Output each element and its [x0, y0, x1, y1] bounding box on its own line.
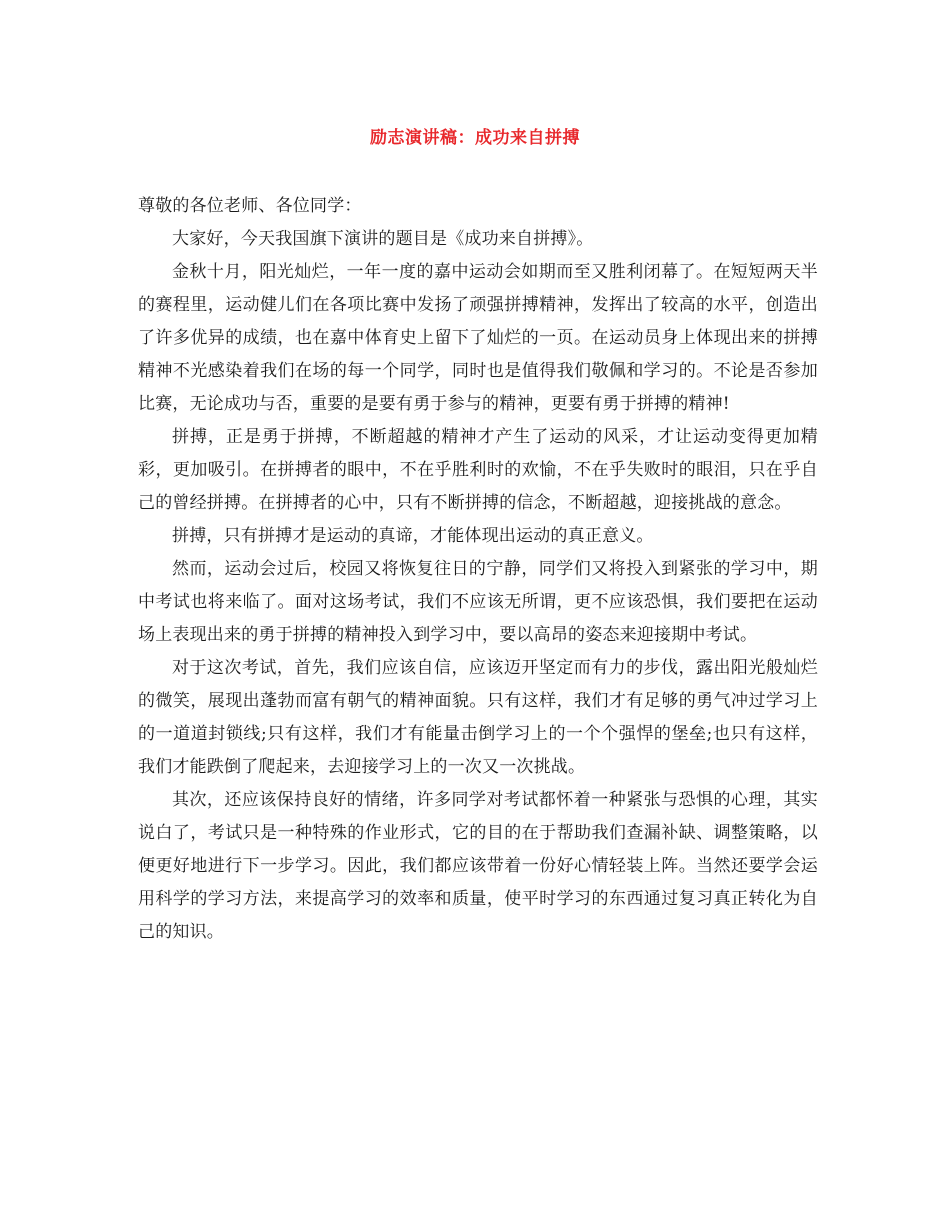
paragraph-midterm: 然而，运动会过后，校园又将恢复往日的宁静，同学们又将投入到紧张的学习中，期中考试也将来临了。面对这场考试，我们不应该无所谓，更不应该恐惧，我们要把在运动场上表现出来的勇于拼搏的精神投入到学习中，要以高昂的姿态来迎接期中考试。: [138, 559, 818, 645]
salutation: 尊敬的各位老师、各位同学：: [138, 196, 362, 216]
paragraph-greeting: 大家好，今天我国旗下演讲的题目是《成功来自拼搏》。: [172, 229, 594, 249]
paragraph-striving: 拼搏，正是勇于拼搏，不断超越的精神才产生了运动的风采，才让运动变得更加精彩，更加吸引。在拼搏者的眼中，不在乎胜利时的欢愉，不在乎失败时的眼泪，只在乎自己的曾经拼搏。在拼搏者的心中，只有不断拼搏的信念，不断超越，迎接挑战的意念。: [138, 427, 818, 513]
paragraph-essence: 拼搏，只有拼搏才是运动的真谛，才能体现出运动的真正意义。: [172, 526, 654, 546]
paragraph-confidence: 对于这次考试，首先，我们应该自信，应该迈开坚定而有力的步伐，露出阳光般灿烂的微笑，展现出蓬勃而富有朝气的精神面貌。只有这样，我们才有足够的勇气冲过学习上的一道道封锁线;只有这样，我们才有能量击倒学习上的一个个强悍的堡垒;也只有这样，我们才能跌倒了爬起来，去迎接学习上的一次又一次挑战。: [138, 658, 818, 777]
document-body: [138, 190, 818, 949]
document-title: 励志演讲稿：成功来自拼搏: [370, 128, 580, 148]
paragraph-sports-meet: 金秋十月，阳光灿烂，一年一度的嘉中运动会如期而至又胜利闭幕了。在短短两天半的赛程里，运动健儿们在各项比赛中发扬了顽强拼搏精神，发挥出了较高的水平，创造出了许多优异的成绩，也在嘉中体育史上留下了灿烂的一页。在运动员身上体现出来的拼搏精神不光感染着我们在场的每一个同学，同时也是值得我们敬佩和学习的。不论是否参加比赛，无论成功与否，重要的是要有勇于参与的精神，更要有勇于拼搏的精神!: [138, 262, 818, 414]
paragraph-mood-method: 其次，还应该保持良好的情绪，许多同学对考试都怀着一种紧张与恐惧的心理，其实说白了，考试只是一种特殊的作业形式，它的目的在于帮助我们查漏补缺、调整策略，以便更好地进行下一步学习。因此，我们都应该带着一份好心情轻装上阵。当然还要学会运用科学的学习方法，来提高学习的效率和质量，使平时学习的东西通过复习真正转化为自己的知识。: [138, 790, 818, 942]
